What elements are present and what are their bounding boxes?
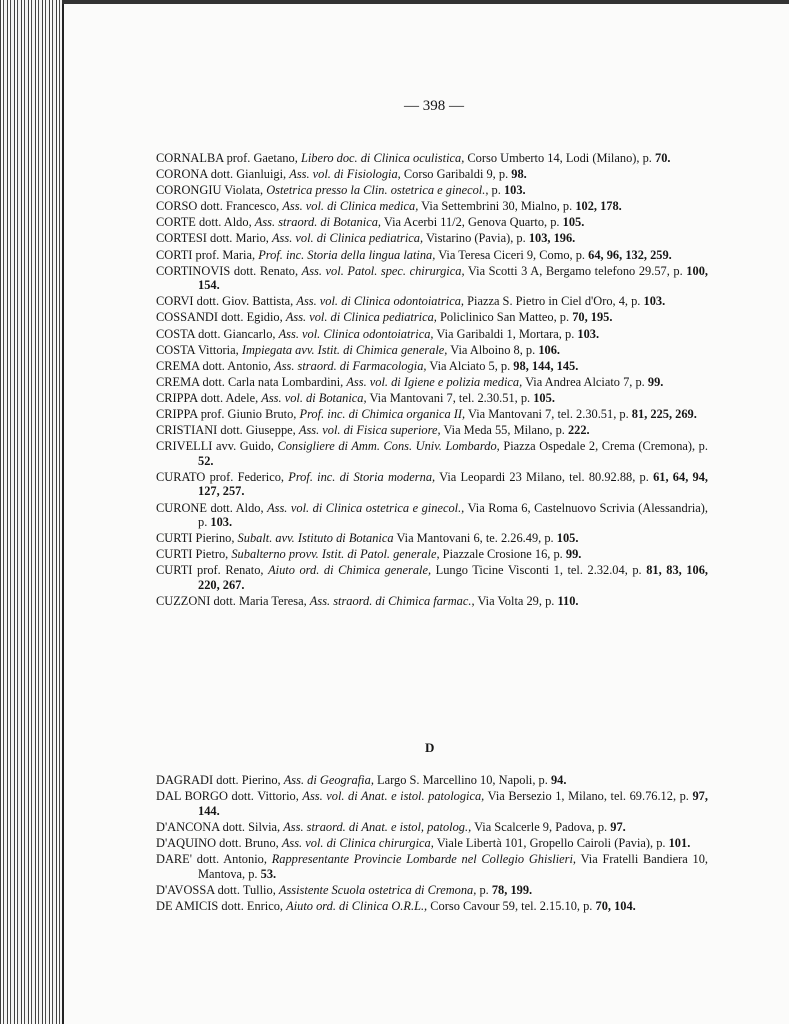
entry-pages: 106.	[538, 342, 561, 357]
entry-name: D'AVOSSA	[156, 882, 215, 897]
entry-first-name: Vittoria,	[197, 342, 239, 357]
directory-entries-d	[156, 773, 708, 915]
entry-role: Impiegata avv. Istit. di Chimica generale,	[241, 342, 448, 357]
entry-first-name: Maria,	[222, 247, 256, 262]
entry-name: CORSO	[156, 199, 198, 214]
entry-first-name: Mario,	[235, 231, 269, 246]
directory-entry	[156, 310, 708, 325]
entry-name: CURATO	[156, 469, 206, 484]
entry-title: dott.	[202, 358, 225, 373]
entry-first-name: Vittorio,	[257, 789, 299, 804]
entry-title: dott.	[202, 374, 225, 389]
entry-name: DAGRADI	[156, 773, 214, 787]
entry-address: Via Scalcerle 9, Padova, p.	[474, 819, 608, 834]
directory-entry	[156, 294, 708, 309]
entry-role: Prof. inc. Storia della lingua latina,	[258, 247, 436, 262]
directory-entry	[156, 151, 708, 166]
entry-role: Ass. vol. di Clinica chirurgica,	[281, 835, 434, 850]
entry-role: Libero doc. di Clinica oculistica,	[300, 151, 465, 165]
entry-title: avv.	[216, 439, 237, 454]
entry-name: DARE'	[156, 851, 192, 866]
entry-title: prof.	[195, 247, 220, 262]
entry-pages: 97.	[610, 819, 626, 834]
entry-name: CURTI	[156, 547, 193, 562]
entry-title: prof.	[226, 151, 251, 165]
directory-entry	[156, 199, 708, 214]
directory-entry	[156, 359, 708, 374]
directory-entry	[156, 501, 708, 530]
entry-pages: 103.	[503, 183, 526, 198]
entry-first-name: Giancarlo,	[223, 326, 276, 341]
entry-pages: 78, 199.	[491, 882, 533, 897]
entry-role: Ostetrica presso la Clin. ostetrica e ginecol.,	[266, 183, 489, 198]
entry-role: Ass. vol. di Anat. e istol. patologica,	[302, 789, 485, 804]
entry-address: Piazzale Crosione 16, p.	[442, 547, 563, 562]
page-edge	[62, 0, 64, 1024]
directory-entry	[156, 327, 708, 342]
entry-role: Subalt. avv. Istituto di Botanica	[237, 531, 394, 546]
entry-address: Via Meda 55, Milano, p.	[443, 423, 565, 438]
entry-first-name: Violata,	[224, 183, 264, 198]
entry-role: Assistente Scuola ostetrica di Cremona,	[278, 882, 477, 897]
entry-pages: 222.	[567, 423, 590, 438]
entry-pages: 98.	[511, 167, 527, 182]
entry-role: Consigliere di Amm. Cons. Univ. Lombardo,	[277, 439, 500, 454]
entry-pages: 97, 144.	[198, 789, 708, 818]
entry-role: Ass. di Geografia,	[283, 773, 374, 787]
entry-pages: 101.	[668, 835, 691, 850]
entry-role: Ass. straord. di Chimica farmac.,	[309, 594, 475, 609]
entry-role: Ass. vol. di Fisica superiore,	[298, 423, 441, 438]
entry-address: Via Alciato 5, p.	[429, 358, 511, 373]
directory-entry	[156, 231, 708, 246]
entry-title: dott.	[231, 789, 254, 804]
directory-entries-c	[156, 151, 708, 610]
entry-first-name: Aldo,	[235, 500, 264, 515]
top-edge-shadow	[62, 0, 789, 4]
entry-name: CORONGIU	[156, 183, 222, 198]
entry-first-name: Enrico,	[246, 898, 284, 913]
entry-name: COSTA	[156, 342, 195, 357]
directory-entry	[156, 183, 708, 198]
page-number: — 398 —	[404, 98, 464, 114]
entry-address: Via Acerbi 11/2, Genova Quarto, p.	[383, 215, 560, 230]
entry-name: CORTINOVIS	[156, 263, 231, 278]
entry-role: Subalterno provv. Istit. di Patol. generale,	[231, 547, 440, 562]
entry-role: Prof. inc. di Storia moderna,	[288, 469, 436, 484]
entry-name: COSTA	[156, 326, 195, 341]
entry-first-name: Bruno,	[244, 835, 279, 850]
entry-title: dott.	[198, 326, 221, 341]
entry-role: Aiuto ord. di Clinica O.R.L.,	[286, 898, 428, 913]
entry-pages: 105.	[533, 390, 555, 405]
entry-address: Piazza Ospedale 2, Crema (Cremona), p.	[503, 439, 708, 454]
entry-first-name: Carla nata Lombardini,	[227, 374, 344, 389]
entry-title: dott.	[221, 310, 244, 325]
entry-address: Lungo Ticine Visconti 1, tel. 2.32.04, p.	[435, 563, 642, 578]
entry-pages: 98, 144, 145.	[513, 358, 579, 373]
entry-pages: 52.	[198, 453, 214, 468]
entry-pages: 103.	[577, 326, 600, 341]
directory-entry	[156, 899, 708, 914]
section-heading-d: D	[425, 740, 435, 755]
entry-pages: 99.	[565, 547, 582, 562]
directory-entry	[156, 407, 708, 422]
entry-first-name: Pierino,	[241, 773, 281, 787]
entry-pages: 103.	[643, 294, 666, 309]
entry-address: Via Alboino 8, p.	[450, 342, 536, 357]
entry-pages: 81, 83, 106, 220, 267.	[198, 563, 708, 593]
entry-pages: 53.	[260, 866, 277, 881]
entry-name: CRISTIANI	[156, 423, 218, 438]
entry-title: prof.	[197, 563, 221, 578]
entry-role: Ass. vol. di Fisiologia,	[289, 167, 401, 182]
directory-entry	[156, 531, 708, 546]
entry-title: prof.	[200, 407, 225, 421]
entry-role: Ass. vol. di Clinica ostetrica e ginecol.,	[267, 500, 465, 515]
entry-name: CUZZONI	[156, 594, 211, 609]
entry-pages: 64, 96, 132, 259.	[588, 247, 672, 262]
entry-title: dott.	[213, 594, 236, 609]
entry-first-name: Antonio,	[227, 358, 272, 373]
directory-entry	[156, 852, 708, 881]
directory-entry	[156, 563, 708, 592]
directory-entry	[156, 773, 708, 788]
entry-first-name: Giuseppe,	[245, 423, 296, 438]
entry-title: dott.	[219, 835, 242, 850]
entry-first-name: Silvia,	[248, 819, 281, 834]
entry-address: Corso Garibaldi 9, p.	[403, 167, 509, 182]
entry-address: Via Volta 29, p.	[477, 594, 555, 609]
entry-title: dott.	[210, 167, 234, 182]
entry-title: dott.	[200, 390, 224, 405]
entry-role: Aiuto ord. di Chimica generale,	[268, 563, 432, 578]
directory-entry	[156, 789, 708, 818]
entry-first-name: Gaetano,	[253, 151, 298, 165]
entry-address: Via Teresa Ciceri 9, Como, p.	[438, 247, 586, 262]
entry-pages: 70, 195.	[572, 310, 613, 325]
entry-pages: 110.	[557, 594, 579, 609]
entry-pages: 61, 64, 94, 127, 257.	[198, 469, 709, 499]
entry-name: CREMA	[156, 374, 200, 389]
entry-address: Via Leopardi 23 Milano, tel. 80.92.88, p.	[439, 469, 649, 484]
entry-address: Via Mantovani 7, tel. 2.30.51, p.	[369, 390, 531, 405]
directory-entry	[156, 215, 708, 230]
entry-address: Via Settembrini 30, Mialno, p.	[421, 199, 573, 214]
directory-entry	[156, 883, 708, 898]
entry-address: Via Bersezio 1, Milano, tel. 69.76.12, p.	[487, 789, 689, 804]
entry-address: Largo S. Marcellino 10, Napoli, p.	[377, 773, 548, 787]
entry-pages: 70.	[655, 151, 671, 165]
entry-name: CORVI	[156, 294, 194, 309]
entry-title: dott.	[221, 898, 244, 913]
entry-role: Prof. inc. di Chimica organica II,	[299, 407, 466, 421]
entry-name: DE AMICIS	[156, 898, 219, 913]
entry-title: dott.	[198, 215, 222, 230]
entry-address: Via Fratelli Bandiera 10, Mantova, p.	[198, 851, 709, 881]
entry-name: CREMA	[156, 358, 200, 373]
entry-role: Ass. straord. di Anat. e istol, patolog.,	[283, 819, 472, 834]
entry-pages: 103.	[210, 515, 233, 530]
entry-first-name: Egidio,	[246, 310, 283, 325]
entry-first-name: Francesco,	[225, 199, 280, 214]
entry-title: prof.	[209, 469, 234, 484]
entry-role: Ass. vol. Patol. spec. chirurgica,	[301, 263, 465, 278]
entry-first-name: Giov. Battista,	[222, 294, 294, 309]
entry-address: p.	[479, 882, 489, 897]
entry-first-name: Pietro,	[195, 547, 229, 562]
entry-name: D'ANCONA	[156, 819, 220, 834]
entry-first-name: Giunio Bruto,	[227, 407, 297, 421]
entry-pages: 102, 178.	[575, 199, 622, 214]
entry-name: CRIVELLI	[156, 439, 213, 454]
entry-pages: 100, 154.	[198, 263, 708, 293]
directory-entry	[156, 439, 708, 468]
entry-name: CURTI	[156, 563, 193, 578]
entry-address: Piazza S. Pietro in Ciel d'Oro, 4, p.	[467, 294, 641, 309]
entry-first-name: Maria Teresa,	[238, 594, 307, 609]
directory-entry	[156, 343, 708, 358]
entry-title: dott.	[210, 500, 233, 515]
entry-title: dott.	[216, 773, 239, 787]
entry-role: Ass. vol. di Clinica medica,	[282, 199, 419, 214]
entry-name: CRIPPA	[156, 407, 198, 421]
entry-first-name: Pierino,	[195, 531, 235, 546]
entry-role: Ass. straord. di Farmacologia,	[274, 358, 427, 373]
entry-name: DAL BORGO	[156, 789, 228, 804]
entry-first-name: Aldo,	[223, 215, 252, 230]
entry-first-name: Tullio,	[242, 882, 276, 897]
entry-title: dott.	[220, 423, 243, 438]
entry-address: Via Scotti 3 A, Bergamo telefono 29.57, p.	[467, 263, 683, 278]
entry-first-name: Adele,	[225, 390, 259, 405]
entry-address: Corso Cavour 59, tel. 2.15.10, p.	[430, 898, 593, 913]
entry-address: Vistarino (Pavia), p.	[425, 231, 526, 246]
directory-entry	[156, 167, 708, 182]
entry-first-name: Renato,	[259, 263, 299, 278]
directory-entry	[156, 248, 708, 263]
directory-entry	[156, 470, 708, 499]
entry-address: Via Andrea Alciato 7, p.	[525, 374, 645, 389]
entry-name: CORONA	[156, 167, 208, 182]
entry-name: D'AQUINO	[156, 835, 217, 850]
entry-first-name: Federico,	[237, 469, 285, 484]
entry-title: dott.	[233, 263, 257, 278]
entry-address: Viale Libertà 101, Gropello Cairoli (Pavia), p.	[436, 835, 666, 850]
entry-pages: 70, 104.	[595, 898, 636, 913]
entry-first-name: Renato,	[225, 563, 264, 578]
entry-role: Ass. vol. di Igiene e polizia medica,	[346, 374, 523, 389]
entry-role: Ass. vol. di Clinica pediatrica,	[285, 310, 437, 325]
entry-name: CORTI	[156, 247, 193, 262]
entry-address: Via Roma 6, Castelnuovo Scrivia (Alessandria), p.	[198, 500, 708, 530]
entry-name: CORNALBA	[156, 151, 224, 165]
entry-address: p.	[491, 183, 501, 198]
entry-role: Rappresentante Provincie Lombarde nel Collegio Ghislieri,	[271, 851, 577, 866]
entry-title: dott.	[217, 882, 240, 897]
directory-entry	[156, 836, 708, 851]
entry-pages: 81, 225, 269.	[631, 407, 697, 421]
entry-name: CRIPPA	[156, 390, 198, 405]
entry-pages: 105.	[556, 531, 579, 546]
entry-first-name: Gianluigi,	[236, 167, 287, 182]
directory-entry	[156, 423, 708, 438]
entry-role: Ass. straord. di Botanica,	[254, 215, 381, 230]
entry-name: CORTESI	[156, 231, 207, 246]
entry-first-name: Antonio,	[223, 851, 267, 866]
entry-first-name: Guido,	[239, 439, 274, 454]
entry-role: Ass. vol. di Clinica pediatrica,	[271, 231, 424, 246]
entry-address: Via Garibaldi 1, Mortara, p.	[436, 326, 575, 341]
directory-entry	[156, 594, 708, 609]
entry-pages: 105.	[562, 215, 585, 230]
directory-entry	[156, 547, 708, 562]
entry-title: dott.	[196, 851, 220, 866]
entry-title: dott.	[196, 294, 220, 309]
entry-address: Via Mantovani 7, tel. 2.30.51, p.	[468, 407, 629, 421]
directory-entry	[156, 391, 708, 406]
entry-title: dott.	[200, 199, 223, 214]
entry-pages: 99.	[647, 374, 664, 389]
entry-role: Ass. vol. di Clinica odontoiatrica,	[296, 294, 465, 309]
entry-name: COSSANDI	[156, 310, 218, 325]
directory-entry	[156, 820, 708, 835]
entry-pages: 103, 196.	[528, 231, 576, 246]
entry-name: CORTE	[156, 215, 196, 230]
entry-address: Corso Umberto 14, Lodi (Milano), p.	[467, 151, 652, 165]
entry-role: Ass. vol. di Botanica,	[261, 390, 367, 405]
entry-title: dott.	[222, 819, 245, 834]
entry-name: CURTI	[156, 531, 193, 546]
entry-address: Via Mantovani 6, te. 2.26.49, p.	[396, 531, 554, 546]
directory-entry	[156, 264, 708, 293]
entry-title: dott.	[210, 231, 233, 246]
book-binding-shadow	[0, 0, 62, 1024]
entry-address: Policlinico San Matteo, p.	[440, 310, 570, 325]
entry-name: CURONE	[156, 500, 207, 515]
entry-role: Ass. vol. Clinica odontoiatrica,	[278, 326, 434, 341]
directory-entry	[156, 375, 708, 390]
entry-pages: 94.	[550, 773, 567, 787]
